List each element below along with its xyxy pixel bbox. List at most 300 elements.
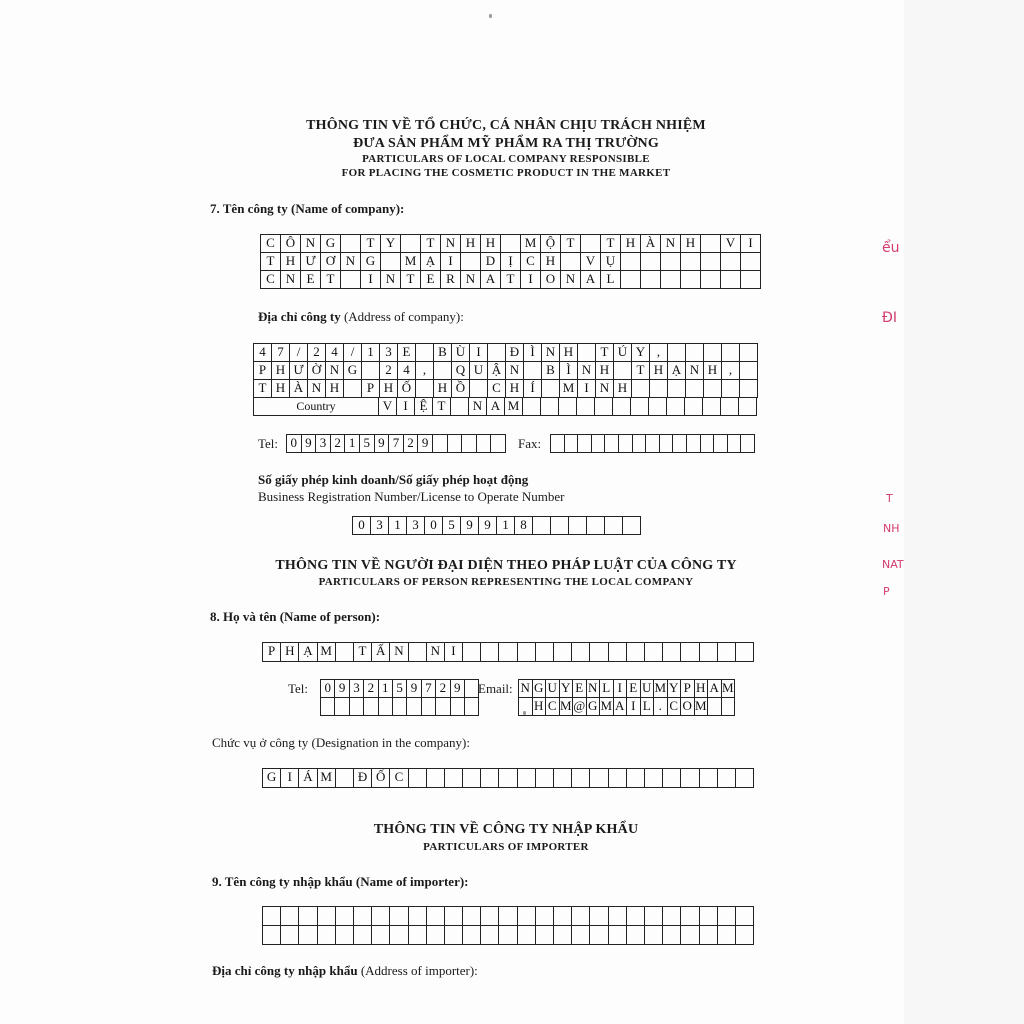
char-cell: G: [587, 698, 601, 716]
char-cell: P: [254, 362, 272, 380]
char-cell: [641, 253, 661, 271]
char-cell: L: [600, 680, 614, 698]
char-cell: 2: [436, 680, 450, 698]
stamp-fragment: T: [886, 492, 893, 505]
company-fax-label: Fax:: [518, 436, 542, 451]
char-cell: [572, 907, 590, 926]
char-cell: [354, 926, 372, 945]
char-cell: P: [362, 380, 380, 398]
char-cell: [590, 643, 608, 662]
char-cell: [627, 643, 645, 662]
char-cell: [718, 907, 736, 926]
char-cell: 0: [425, 517, 443, 535]
char-cell: Y: [560, 680, 574, 698]
char-cell: [701, 235, 721, 253]
char-cell: I: [281, 769, 299, 788]
char-cell: [536, 769, 554, 788]
char-cell: M: [401, 253, 421, 271]
char-cell: V: [721, 235, 741, 253]
char-cell: T: [261, 253, 281, 271]
char-cell: ,: [416, 362, 434, 380]
char-cell: 5: [443, 517, 461, 535]
char-cell: 9: [335, 680, 349, 698]
char-cell: [561, 253, 581, 271]
char-cell: N: [326, 362, 344, 380]
company-address-grid[interactable]: [253, 343, 758, 398]
scan-speck: [523, 711, 526, 715]
char-cell: [623, 517, 641, 535]
char-cell: H: [704, 362, 722, 380]
char-cell: H: [380, 380, 398, 398]
char-cell: M: [654, 680, 668, 698]
char-cell: M: [318, 769, 336, 788]
char-cell: [721, 271, 741, 289]
char-cell: [263, 926, 281, 945]
char-cell: Ấ: [372, 643, 390, 662]
char-cell: T: [596, 344, 614, 362]
char-cell: [299, 907, 317, 926]
char-cell: 5: [360, 435, 375, 453]
char-cell: T: [361, 235, 381, 253]
char-cell: @: [573, 698, 587, 716]
char-cell: C: [488, 380, 506, 398]
char-cell: [422, 698, 436, 716]
char-cell: [681, 907, 699, 926]
char-cell: [645, 769, 663, 788]
char-cell: M: [560, 698, 574, 716]
char-cell: I: [441, 253, 461, 271]
char-cell: Ơ: [321, 253, 341, 271]
char-cell: [551, 517, 569, 535]
char-cell: G: [361, 253, 381, 271]
char-cell: I: [521, 271, 541, 289]
char-cell: H: [614, 380, 632, 398]
char-cell: [523, 398, 541, 416]
company-address-label-en: (Address of company):: [340, 309, 464, 324]
char-cell: /: [344, 344, 362, 362]
char-cell: [393, 698, 407, 716]
char-cell: [427, 926, 445, 945]
char-cell: Ộ: [541, 235, 561, 253]
char-cell: Ị: [501, 253, 521, 271]
char-cell: [401, 235, 421, 253]
char-cell: [701, 253, 721, 271]
char-cell: [354, 907, 372, 926]
company-fax-grid[interactable]: [550, 434, 755, 453]
char-cell: [681, 271, 701, 289]
char-cell: [736, 907, 754, 926]
char-cell: [416, 380, 434, 398]
char-cell: [614, 362, 632, 380]
char-cell: 3: [407, 517, 425, 535]
char-cell: [372, 907, 390, 926]
char-cell: [554, 907, 572, 926]
char-cell: I: [741, 235, 761, 253]
char-cell: [533, 517, 551, 535]
char-cell: ,: [722, 362, 740, 380]
char-cell: [663, 769, 681, 788]
char-cell: [281, 907, 299, 926]
char-cell: [577, 398, 595, 416]
company-tel-grid[interactable]: [286, 434, 506, 453]
char-cell: Đ: [354, 769, 372, 788]
char-cell: 1: [379, 680, 393, 698]
char-cell: [701, 271, 721, 289]
char-cell: [451, 398, 469, 416]
person-tel-label: Tel:: [288, 681, 309, 696]
char-cell: [488, 344, 506, 362]
section-subtitle-vi: ĐƯA SẢN PHẨM MỸ PHẨM RA THỊ TRƯỜNG: [353, 136, 659, 151]
char-cell: Ố: [398, 380, 416, 398]
char-cell: N: [506, 362, 524, 380]
char-cell: B: [542, 362, 560, 380]
char-cell: [341, 235, 361, 253]
char-cell: [362, 362, 380, 380]
char-cell: [559, 398, 577, 416]
char-cell: [364, 698, 378, 716]
company-address-label: [258, 309, 464, 325]
char-cell: [721, 398, 739, 416]
char-cell: 3: [316, 435, 331, 453]
char-cell: [621, 253, 641, 271]
char-cell: C: [546, 698, 560, 716]
char-cell: A: [481, 271, 501, 289]
char-cell: [700, 769, 718, 788]
char-cell: 8: [515, 517, 533, 535]
char-cell: [463, 769, 481, 788]
char-cell: [595, 398, 613, 416]
char-cell: ,: [650, 344, 668, 362]
char-cell: [336, 643, 354, 662]
char-cell: À: [290, 380, 308, 398]
char-cell: 2: [308, 344, 326, 362]
char-cell: [721, 253, 741, 271]
stamp-fragment: P: [883, 585, 890, 598]
char-cell: [350, 698, 364, 716]
company-address-label-bold: Địa chỉ công ty: [258, 309, 341, 324]
char-cell: Ụ: [601, 253, 621, 271]
char-cell: [445, 907, 463, 926]
char-cell: [681, 769, 699, 788]
char-cell: U: [546, 680, 560, 698]
importer-name-grid[interactable]: [262, 906, 754, 945]
char-cell: 9: [407, 680, 421, 698]
char-cell: [572, 926, 590, 945]
char-cell: Y: [381, 235, 401, 253]
char-cell: Ú: [614, 344, 632, 362]
char-cell: N: [596, 380, 614, 398]
char-cell: [344, 380, 362, 398]
char-cell: [434, 362, 452, 380]
char-cell: [372, 926, 390, 945]
char-cell: 0: [353, 517, 371, 535]
char-cell: [718, 769, 736, 788]
char-cell: H: [281, 643, 299, 662]
char-cell: N: [281, 271, 301, 289]
char-cell: Ậ: [488, 362, 506, 380]
char-cell: [700, 907, 718, 926]
char-cell: Ù: [452, 344, 470, 362]
char-cell: 0: [321, 680, 335, 698]
person-name-grid[interactable]: [262, 642, 754, 662]
country-label-cell: Country: [254, 398, 379, 416]
char-cell: [722, 380, 740, 398]
char-cell: [645, 907, 663, 926]
char-cell: [605, 517, 623, 535]
char-cell: E: [301, 271, 321, 289]
company-name-grid[interactable]: [260, 234, 761, 289]
char-cell: Í: [524, 380, 542, 398]
char-cell: G: [533, 680, 547, 698]
person-email-label: Email:: [478, 681, 513, 696]
char-cell: [462, 435, 477, 453]
char-cell: T: [421, 235, 441, 253]
char-cell: [704, 380, 722, 398]
char-cell: [650, 380, 668, 398]
char-cell: T: [601, 235, 621, 253]
char-cell: [572, 769, 590, 788]
char-cell: T: [401, 271, 421, 289]
char-cell: [700, 926, 718, 945]
char-cell: G: [321, 235, 341, 253]
company-tel-label: Tel:: [258, 436, 279, 451]
char-cell: Ố: [372, 769, 390, 788]
stamp-fragment: NH: [883, 522, 900, 535]
char-cell: [409, 926, 427, 945]
section-title-importer-en: PARTICULARS OF IMPORTER: [423, 841, 589, 853]
char-cell: H: [533, 698, 547, 716]
char-cell: [390, 907, 408, 926]
char-cell: P: [263, 643, 281, 662]
char-cell: Y: [668, 680, 682, 698]
char-cell: 4: [398, 362, 416, 380]
char-cell: [336, 926, 354, 945]
char-cell: 0: [287, 435, 302, 453]
char-cell: 2: [364, 680, 378, 698]
char-cell: 1: [345, 435, 360, 453]
char-cell: [627, 769, 645, 788]
license-number-grid[interactable]: [352, 516, 641, 535]
char-cell: N: [381, 271, 401, 289]
char-cell: [633, 435, 647, 453]
char-cell: [463, 907, 481, 926]
char-cell: N: [587, 680, 601, 698]
char-cell: M: [318, 643, 336, 662]
section-title-importer-vi: THÔNG TIN VỀ CÔNG TY NHẬP KHẨU: [373, 822, 639, 837]
char-cell: [569, 517, 587, 535]
designation-label: Chức vụ ở công ty (Designation in the company):: [212, 735, 470, 750]
char-cell: H: [560, 344, 578, 362]
char-cell: [701, 435, 715, 453]
char-cell: H: [272, 362, 290, 380]
char-cell: Á: [299, 769, 317, 788]
char-cell: [578, 344, 596, 362]
char-cell: I: [361, 271, 381, 289]
char-cell: [427, 907, 445, 926]
char-cell: [673, 435, 687, 453]
char-cell: I: [578, 380, 596, 398]
char-cell: A: [487, 398, 505, 416]
stamp-fragment: ĐI: [882, 310, 897, 326]
char-cell: [718, 643, 736, 662]
char-cell: [481, 926, 499, 945]
char-cell: [321, 698, 335, 716]
char-cell: [631, 398, 649, 416]
char-cell: [536, 926, 554, 945]
char-cell: C: [521, 253, 541, 271]
char-cell: [714, 435, 728, 453]
char-cell: B: [434, 344, 452, 362]
char-cell: L: [601, 271, 621, 289]
importer-name-label: 9. Tên công ty nhập khẩu (Name of importer):: [212, 874, 469, 889]
char-cell: [619, 435, 633, 453]
char-cell: N: [441, 235, 461, 253]
char-cell: V: [379, 398, 397, 416]
char-cell: [646, 435, 660, 453]
char-cell: [409, 643, 427, 662]
importer-address-label: [212, 963, 478, 979]
char-cell: G: [263, 769, 281, 788]
char-cell: N: [390, 643, 408, 662]
char-cell: [318, 907, 336, 926]
char-cell: [465, 698, 479, 716]
char-cell: [704, 344, 722, 362]
char-cell: H: [506, 380, 524, 398]
char-cell: [609, 926, 627, 945]
char-cell: [499, 926, 517, 945]
char-cell: [499, 769, 517, 788]
stamp-fragment: NAT: [882, 558, 904, 571]
char-cell: [565, 435, 579, 453]
country-row[interactable]: [253, 397, 757, 416]
char-cell: N: [519, 680, 533, 698]
char-cell: N: [561, 271, 581, 289]
char-cell: I: [470, 344, 488, 362]
char-cell: [627, 907, 645, 926]
char-cell: [335, 698, 349, 716]
char-cell: C: [261, 271, 281, 289]
char-cell: H: [621, 235, 641, 253]
char-cell: C: [668, 698, 682, 716]
char-cell: L: [641, 698, 655, 716]
char-cell: A: [614, 698, 628, 716]
char-cell: [590, 907, 608, 926]
char-cell: I: [445, 643, 463, 662]
char-cell: [491, 435, 506, 453]
char-cell: N: [542, 344, 560, 362]
char-cell: H: [281, 253, 301, 271]
char-cell: [445, 769, 463, 788]
char-cell: [609, 907, 627, 926]
char-cell: N: [341, 253, 361, 271]
person-email-grid[interactable]: [518, 679, 735, 716]
char-cell: [554, 769, 572, 788]
char-cell: M: [722, 680, 736, 698]
char-cell: [621, 271, 641, 289]
char-cell: N: [686, 362, 704, 380]
char-cell: Ạ: [668, 362, 686, 380]
char-cell: 1: [362, 344, 380, 362]
char-cell: [681, 643, 699, 662]
char-cell: [728, 435, 742, 453]
char-cell: Ồ: [452, 380, 470, 398]
char-cell: [499, 643, 517, 662]
char-cell: [463, 643, 481, 662]
company-name-label: 7. Tên công ty (Name of company):: [210, 201, 405, 216]
char-cell: [541, 398, 559, 416]
char-cell: H: [461, 235, 481, 253]
char-cell: [632, 380, 650, 398]
char-cell: T: [501, 271, 521, 289]
char-cell: 7: [422, 680, 436, 698]
char-cell: [554, 643, 572, 662]
person-tel-grid[interactable]: [320, 679, 479, 716]
char-cell: .: [654, 698, 668, 716]
char-cell: [578, 435, 592, 453]
char-cell: M: [600, 698, 614, 716]
person-name-label: 8. Họ và tên (Name of person):: [210, 609, 381, 624]
char-cell: [736, 926, 754, 945]
char-cell: [590, 769, 608, 788]
char-cell: [481, 769, 499, 788]
char-cell: H: [681, 235, 701, 253]
char-cell: D: [481, 253, 501, 271]
char-cell: H: [695, 680, 709, 698]
char-cell: T: [254, 380, 272, 398]
char-cell: [609, 769, 627, 788]
char-cell: [605, 435, 619, 453]
char-cell: [481, 643, 499, 662]
char-cell: M: [521, 235, 541, 253]
char-cell: [518, 907, 536, 926]
char-cell: [501, 235, 521, 253]
char-cell: [668, 380, 686, 398]
char-cell: T: [632, 362, 650, 380]
char-cell: 5: [393, 680, 407, 698]
char-cell: Ư: [290, 362, 308, 380]
char-cell: [741, 253, 761, 271]
char-cell: I: [614, 680, 628, 698]
char-cell: 4: [254, 344, 272, 362]
char-cell: 3: [380, 344, 398, 362]
char-cell: [318, 926, 336, 945]
char-cell: Ệ: [415, 398, 433, 416]
char-cell: [687, 435, 701, 453]
char-cell: [700, 643, 718, 662]
char-cell: N: [427, 643, 445, 662]
char-cell: N: [578, 362, 596, 380]
char-cell: O: [681, 698, 695, 716]
char-cell: V: [581, 253, 601, 271]
char-cell: [427, 769, 445, 788]
char-cell: [740, 344, 758, 362]
char-cell: T: [433, 398, 451, 416]
char-cell: [379, 698, 393, 716]
char-cell: [736, 769, 754, 788]
char-cell: [499, 907, 517, 926]
char-cell: A: [708, 680, 722, 698]
char-cell: [685, 398, 703, 416]
designation-grid[interactable]: [262, 768, 754, 788]
char-cell: 4: [326, 344, 344, 362]
char-cell: Y: [632, 344, 650, 362]
char-cell: M: [695, 698, 709, 716]
char-cell: [609, 643, 627, 662]
char-cell: [381, 253, 401, 271]
scan-speck: [489, 14, 492, 18]
char-cell: Ạ: [421, 253, 441, 271]
char-cell: [463, 926, 481, 945]
